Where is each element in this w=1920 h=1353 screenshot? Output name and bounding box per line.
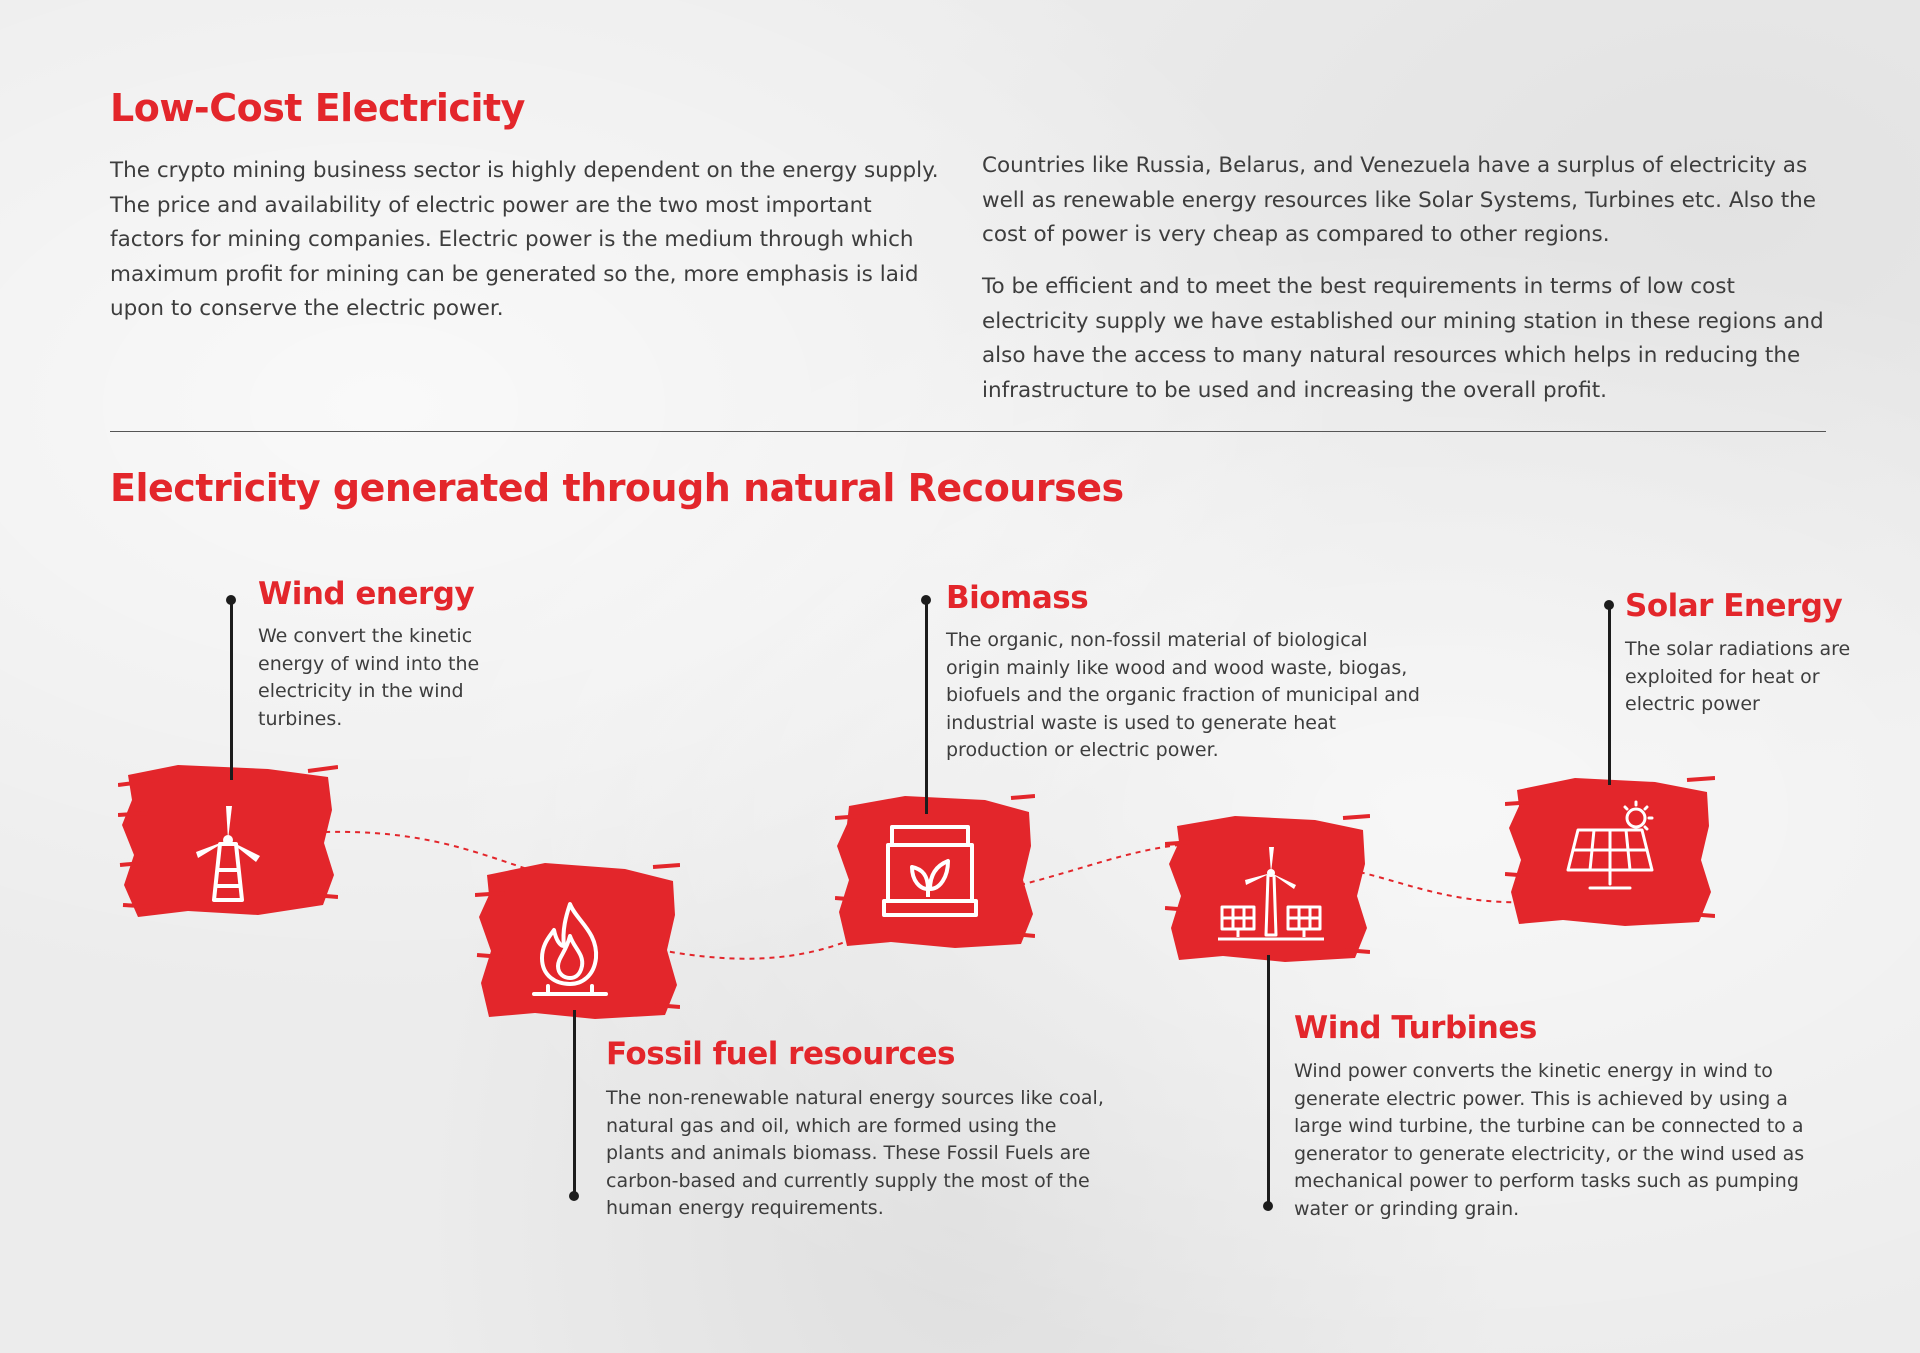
timeline-dot-fossil-fuel [569, 1191, 579, 1201]
timeline-dot-wind-turbines [1263, 1201, 1273, 1211]
timeline-stem-wind-turbines [1267, 955, 1270, 1207]
item-desc-biomass: The organic, non-fossil material of biological origin mainly like wood and wood waste, biogas, biofuels and the organic fraction of municipal and industrial waste is used to generate heat production or electric power. [946, 629, 1420, 761]
item-title-wind-turbines: Wind Turbines [1294, 1010, 1537, 1046]
section-title-low-cost: Low-Cost Electricity [110, 86, 525, 130]
item-desc-wind-energy: We convert the kinetic energy of wind into the electricity in the wind turbines. [258, 625, 480, 730]
timeline-dot-solar-energy [1604, 600, 1614, 610]
flame-icon [528, 900, 612, 1000]
item-desc-wind-turbines: Wind power converts the kinetic energy in wind to generate electric power. This is achieved by using a large wind turbine, the turbine can be connected to a generator to generate electricity, or the wind used as mechanical power to perform tasks such as pumping water or grinding grain. [1294, 1060, 1805, 1220]
timeline-stem-fossil-fuel [573, 1010, 576, 1196]
section-title-natural-resources: Electricity generated through natural Recourses [110, 466, 1124, 510]
timeline-stem-wind-energy [230, 600, 233, 780]
item-title-biomass: Biomass [946, 580, 1089, 616]
low-cost-left-paragraph: The crypto mining business sector is highly dependent on the energy supply. The price and availability of electric power are the two most important factors for mining companies. Electric power is the medium through which maximum profit for mining can be generated so the, more emphasis is laid upon to conserve the electric power. [110, 158, 939, 321]
item-title-solar-energy: Solar Energy [1625, 588, 1843, 624]
item-desc-solar-energy: The solar radiations are exploited for heat or electric power [1625, 638, 1851, 715]
wind-turbine-solar-icon [1218, 845, 1324, 943]
biomass-container-icon [882, 823, 978, 919]
solar-panel-icon [1562, 800, 1664, 895]
timeline-stem-solar-energy [1608, 605, 1611, 785]
windmill-icon [190, 800, 266, 905]
timeline-dot-biomass [921, 595, 931, 605]
item-desc-fossil-fuel: The non-renewable natural energy sources like coal, natural gas and oil, which are formed using the plants and animals biomass. These Fossil Fuels are carbon-based and currently supply the most of the human energy requirements. [606, 1087, 1104, 1219]
low-cost-right-paragraph-1: Countries like Russia, Belarus, and Venezuela have a surplus of electricity as well as renewable energy resources like Solar Systems, Turbines etc. Also the cost of power is very cheap as compared to other regions. [982, 153, 1816, 247]
item-title-wind-energy: Wind energy [258, 576, 475, 612]
timeline-dot-wind-energy [226, 595, 236, 605]
item-title-fossil-fuel: Fossil fuel resources [606, 1036, 955, 1072]
low-cost-right-paragraph-2: To be efficient and to meet the best requirements in terms of low cost electricity supply we have established our mining station in these regions and also have the access to many natural resources which helps in reducing the infrastructure to be used and increasing the overall profit. [982, 274, 1824, 403]
timeline-stem-biomass [925, 600, 928, 814]
